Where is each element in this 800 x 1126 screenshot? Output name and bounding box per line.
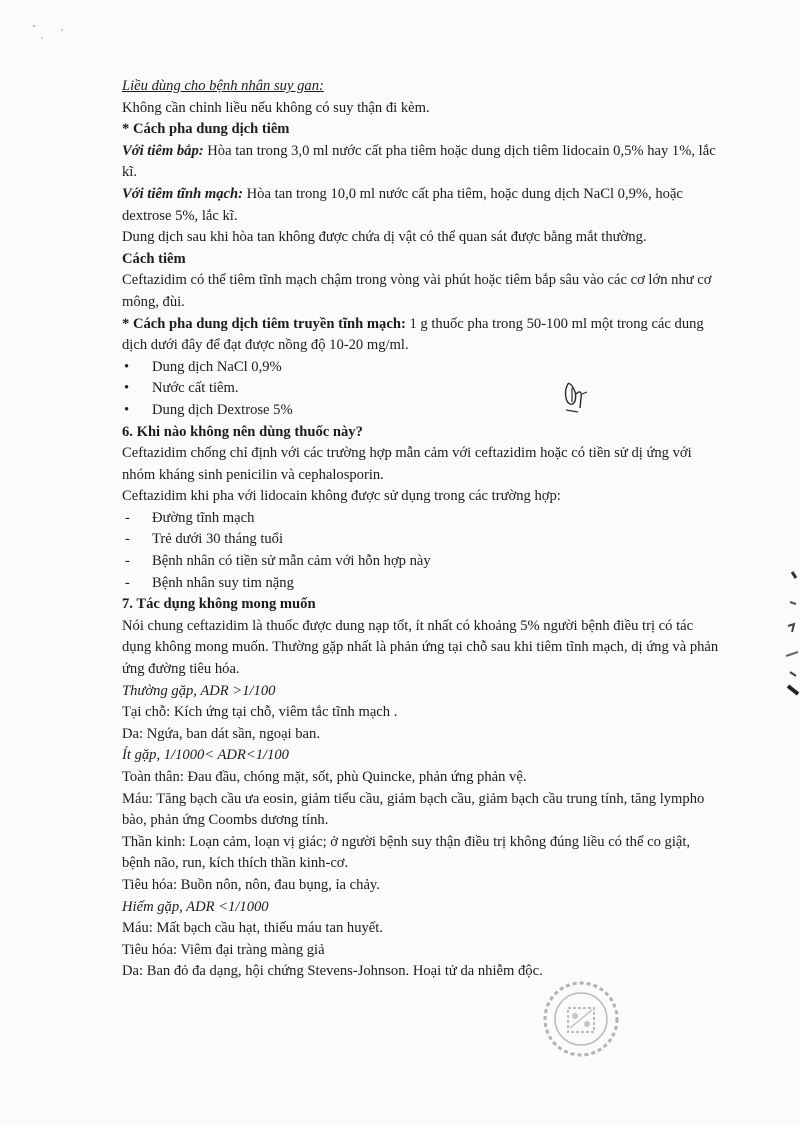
adverse-intro: Nói chung ceftazidim là thuốc được dung nạp tốt, ít nhất có khoảng 5% người bệnh điều trị có tác dụng không mong muốn. Thường gặp nhất là phản ứng tại chỗ sau khi tiêm tĩnh mạch, dị ứng và phản ứng đường tiêu hóa.	[122, 617, 719, 678]
prep-im-label: Với tiêm bắp:	[122, 142, 204, 159]
infusion-text: 1 g thuốc pha trong 50-100 ml một trong các dung dịch dưới đây để đạt được nồng độ 10-20 mg/ml.	[122, 315, 704, 354]
uncommon-item: Thần kinh: Loạn cảm, loạn vị giác; ở người bệnh suy thận điều trị không đúng liều có thể co giật, bệnh não, run, kích thích thần kinh-cơ.	[122, 833, 691, 872]
rare-item: Tiêu hóa: Viêm đại tràng màng giả	[122, 941, 325, 958]
uncommon-label: Ít gặp, 1/1000< ADR<1/100	[122, 747, 289, 764]
prep-iv-text: Hòa tan trong 10,0 ml nước cất pha tiêm, hoặc dung dịch NaCl 0,9%, hoặc dextrose 5%, lắc kĩ.	[122, 185, 683, 224]
prep-im-paragraph	[122, 141, 722, 184]
list-item: - Đường tĩnh mạch	[122, 508, 722, 530]
injection-text: Ceftazidim có thể tiêm tĩnh mạch chậm trong vòng vài phút hoặc tiêm bắp sâu vào các cơ lớn như cơ mông, đùi.	[122, 272, 712, 310]
hepatic-heading: Liều dùng cho bệnh nhân suy gan:	[122, 78, 324, 94]
infusion-solution-list	[122, 357, 722, 422]
hepatic-text: Không cần chỉnh liều nếu không có suy thận đi kèm.	[122, 99, 430, 116]
list-item: - Bệnh nhân có tiền sử mẫn cảm với hỗn hợp này	[122, 551, 722, 573]
prep-im-text: Hòa tan trong 3,0 ml nước cất pha tiêm hoặc dung dịch tiêm lidocain 0,5% hay 1%, lắc kĩ.	[122, 142, 716, 181]
injection-heading: Cách tiêm	[122, 250, 186, 267]
faded-stamp	[540, 978, 622, 1060]
list-item: - Trẻ dưới 30 tháng tuổi	[122, 529, 722, 551]
scan-edge-marks	[770, 568, 800, 698]
infusion-paragraph	[122, 314, 722, 357]
prep-iv-paragraph	[122, 184, 722, 227]
uncommon-item: Toàn thân: Đau đầu, chóng mặt, sốt, phù Quincke, phản ứng phản vệ.	[122, 769, 527, 785]
infusion-heading: * Cách pha dung dịch tiêm truyền tĩnh mạch:	[122, 315, 406, 332]
list-item: - Bệnh nhân suy tim nặng	[122, 573, 722, 595]
prep-heading: * Cách pha dung dịch tiêm	[122, 121, 290, 138]
rare-label: Hiếm gặp, ADR <1/1000	[122, 898, 269, 915]
rare-item: Da: Ban đỏ đa dạng, hội chứng Stevens-Johnson. Hoại tử da nhiễm độc.	[122, 963, 543, 980]
list-item: • Dung dịch Dextrose 5%	[122, 400, 722, 422]
lidocain-contra-list	[122, 508, 722, 594]
list-item: • Dung dịch NaCl 0,9%	[122, 357, 722, 379]
contraindication-text: Ceftazidim chống chỉ định với các trường hợp mẫn cảm với ceftazidim hoặc có tiền sử dị ứng với nhóm kháng sinh penicilin và cephalosporin.	[122, 445, 692, 483]
scan-specks	[30, 20, 70, 50]
prep-note: Dung dịch sau khi hòa tan không được chứa dị vật có thể quan sát được bằng mắt thường.	[122, 229, 647, 246]
lidocain-text: Ceftazidim khi pha với lidocain không được sử dụng trong các trường hợp:	[122, 488, 561, 505]
contraindication-heading: 6. Khi nào không nên dùng thuốc này?	[122, 423, 363, 440]
adverse-heading: 7. Tác dụng không mong muốn	[122, 596, 316, 613]
list-item: • Nước cất tiêm.	[122, 378, 722, 400]
document-body	[122, 76, 722, 983]
common-item: Da: Ngứa, ban dát sần, ngoại ban.	[122, 725, 320, 742]
uncommon-item: Máu: Tăng bạch cầu ưa eosin, giảm tiểu cầu, giảm bạch cầu, giảm bạch cầu trung tính, tăng lympho bào, phản ứng Coombs dương tính.	[122, 790, 705, 829]
common-label: Thường gặp, ADR >1/100	[122, 682, 276, 699]
rare-item: Máu: Mất bạch cầu hạt, thiếu máu tan huyết.	[122, 920, 383, 937]
common-item: Tại chỗ: Kích ứng tại chỗ, viêm tắc tĩnh mạch .	[122, 704, 398, 721]
uncommon-item: Tiêu hóa: Buồn nôn, nôn, đau bụng, ỉa chảy.	[122, 876, 380, 893]
handwritten-initials	[562, 380, 592, 414]
prep-iv-label: Với tiêm tĩnh mạch:	[122, 185, 243, 202]
